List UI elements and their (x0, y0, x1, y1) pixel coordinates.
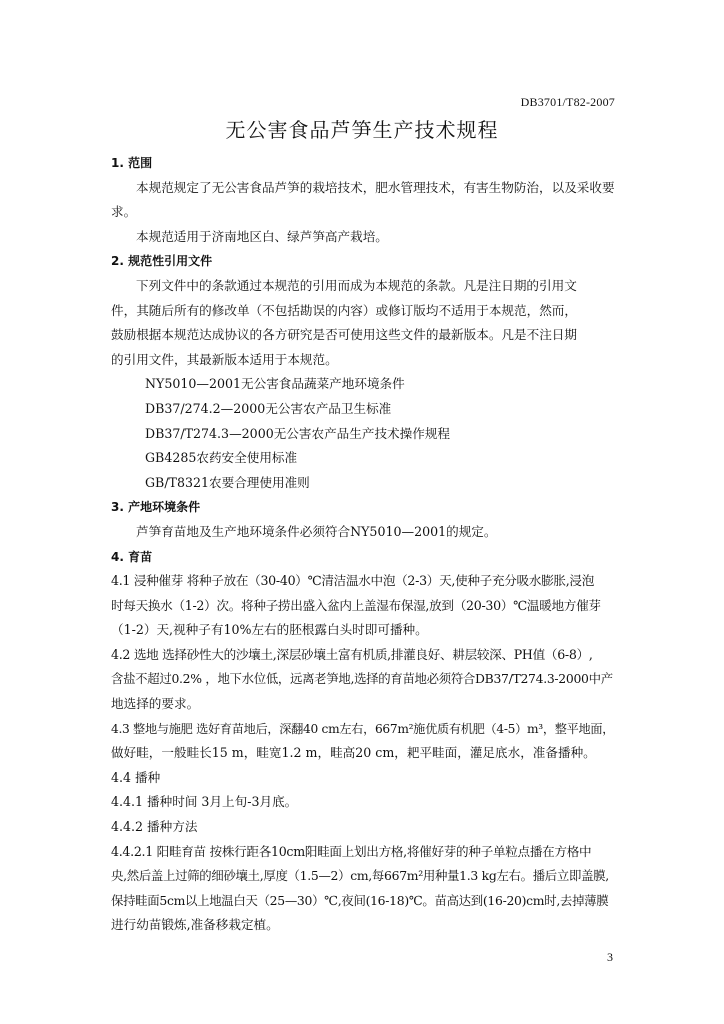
paragraph-line: 求。 (111, 204, 137, 220)
section-heading: 2. 规范性引用文件 (111, 254, 213, 269)
paragraph-line: 含盐不超过0.2% ，地下水位低，远离老笋地,选择的育苗地必须符合DB37/T274.3-2000中产 (111, 671, 613, 687)
page-number: 3 (607, 950, 613, 964)
paragraph-line: 4.2 选地 选择砂性大的沙壤土,深层砂壤土富有机质,排灌良好、耕层较深、PH值（6-8）, (111, 646, 593, 662)
section-heading: 1. 范围 (111, 156, 153, 170)
paragraph-line: 下列文件中的条款通过本规范的引用而成为本规范的条款。凡是注日期的引用文 (136, 277, 577, 293)
paragraph-line: 4.4.2.1 阳畦育苗 按株行距各10cm阳畦面上划出方格,将催好芽的种子单粒点播在方格中 (111, 843, 592, 859)
paragraph-line: 件，其随后所有的修改单（不包括勘误的内容）或修订版均不适用于本规范，然而， (111, 302, 577, 318)
paragraph-line: 4.3 整地与施肥 选好育苗地后，深翻40 cm左右，667m²施优质有机肥（4-5）m³，整平地面， (111, 721, 615, 736)
section-heading: 3. 产地环境条件 (111, 500, 201, 515)
reference-item: NY5010—2001无公害食品蔬菜产地环境条件 (145, 376, 405, 392)
paragraph-line: 本规范规定了无公害食品芦笋的栽培技术，肥水管理技术，有害生物防治，以及采收要 (136, 179, 615, 195)
standard-code: DB3701/T82-2007 (520, 95, 615, 109)
paragraph-line: 4.4.1 播种时间 3月上旬-3月底。 (111, 794, 298, 810)
reference-item: DB37/274.2—2000无公害农产品卫生标准 (145, 400, 392, 416)
paragraph-line: 地选择的要求。 (111, 696, 200, 712)
paragraph-line: 本规范适用于济南地区白、绿芦笋高产栽培。 (136, 228, 388, 244)
paragraph-line: （1-2）天,视种子有10%左右的胚根露白头时即可播种。 (111, 622, 428, 638)
paragraph-line: 做好畦，一般畦长15 m，畦宽1.2 m，畦高20 cm，耙平畦面，灌足底水，准备播种。 (111, 745, 596, 761)
reference-item: DB37/T274.3—2000无公害农产品生产技术操作规程 (145, 425, 451, 441)
reference-item: GB4285农药安全使用标准 (145, 450, 298, 466)
paragraph-line: 芦笋育苗地及生产地环境条件必须符合NY5010—2001的规定。 (136, 523, 497, 539)
document-title: 无公害食品芦笋生产技术规程 (225, 118, 499, 142)
paragraph-line: 鼓励根据本规范达成协议的各方研究是否可使用这些文件的最新版本。凡是不注日期 (111, 327, 577, 343)
paragraph-line: 保持畦面5cm以上地温白天（25—30）℃,夜间(16-18)℃。苗高达到(16-20)cm时,去掉薄膜 (111, 892, 609, 908)
paragraph-line: 时每天换水（1-2）次。将种子捞出盛入盆内上盖湿布保湿,放到（20-30）℃温暖地方催芽 (111, 597, 601, 613)
reference-item: GB/T8321农要合理使用准则 (145, 474, 310, 490)
paragraph-line: 央,然后盖上过筛的细砂壤土,厚度（1.5—2）cm,每667m²用种量1.3 kg左右。播后立即盖膜, (111, 868, 609, 884)
paragraph-line: 4.4 播种 (111, 769, 161, 785)
paragraph-line: 的引用文件，其最新版本适用于本规范。 (111, 351, 338, 367)
document-body (111, 151, 616, 938)
section-heading: 4. 育苗 (111, 549, 153, 564)
paragraph-line: 进行幼苗锻炼,准备移栽定植。 (111, 917, 279, 933)
paragraph-line: 4.4.2 播种方法 (111, 819, 198, 835)
paragraph-line: 4.1 浸种催芽 将种子放在（30-40）℃清洁温水中泡（2-3）天,使种子充分吸水膨胀,浸泡 (111, 573, 595, 589)
